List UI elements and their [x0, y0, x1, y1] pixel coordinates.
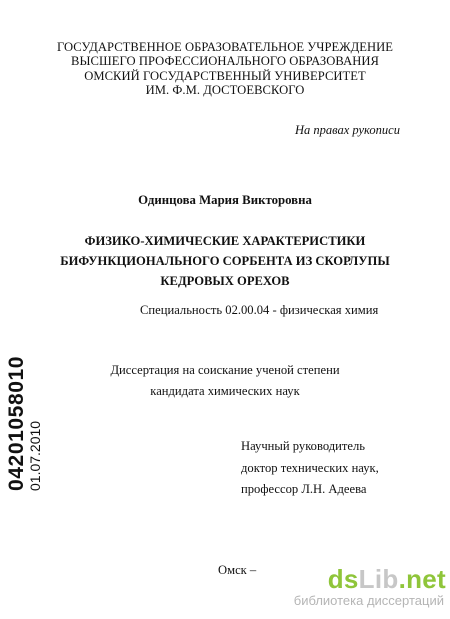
rights-note: На правах рукописи [295, 123, 400, 137]
dissertation-title [0, 232, 450, 291]
degree-line-2: кандидата химических наук [150, 384, 300, 398]
degree-statement [0, 360, 450, 402]
title-line-3: КЕДРОВЫХ ОРЕХОВ [160, 273, 290, 288]
institution-line-1: ГОСУДАРСТВЕННОЕ ОБРАЗОВАТЕЛЬНОЕ УЧРЕЖДЕНИЕ [56, 40, 394, 54]
watermark-subtitle: библиотека диссертаций [293, 593, 444, 608]
degree-line-1: Диссертация на соискание ученой степени [110, 363, 340, 377]
stamp-code: 04201058010 [5, 355, 28, 491]
scientific-advisor [241, 436, 379, 501]
institution-line-3: ОМСКИЙ ГОСУДАРСТВЕННЫЙ УНИВЕРСИТЕТ [84, 68, 366, 83]
city-line: Омск – [218, 563, 257, 577]
logo-lib: Lib [358, 564, 399, 594]
logo-ds: ds [327, 564, 359, 594]
dslib-logo [268, 566, 446, 592]
stamp-date: 01.07.2010 [27, 420, 43, 491]
institution-line-4: ИМ. Ф.М. ДОСТОЕВСКОГО [145, 83, 305, 98]
advisor-line-1: Научный руководитель [241, 439, 366, 453]
specialty-line: Специальность 02.00.04 - физическая химия [140, 303, 379, 317]
title-line-1: ФИЗИКО-ХИМИЧЕСКИЕ ХАРАКТЕРИСТИКИ [84, 234, 366, 248]
advisor-line-2: доктор технических наук, [241, 460, 379, 475]
institution-header [0, 40, 450, 98]
title-line-2: БИФУНКЦИОНАЛЬНОГО СОРБЕНТА ИЗ СКОРЛУПЫ [60, 253, 390, 268]
library-stamp [6, 356, 43, 491]
dslib-watermark [268, 566, 446, 609]
advisor-line-3: профессор Л.Н. Адеева [241, 482, 367, 496]
author-name: Одинцова Мария Викторовна [138, 193, 312, 207]
institution-line-2: ВЫСШЕГО ПРОФЕССИОНАЛЬНОГО ОБРАЗОВАНИЯ [71, 54, 379, 69]
logo-net: .net [398, 564, 446, 594]
